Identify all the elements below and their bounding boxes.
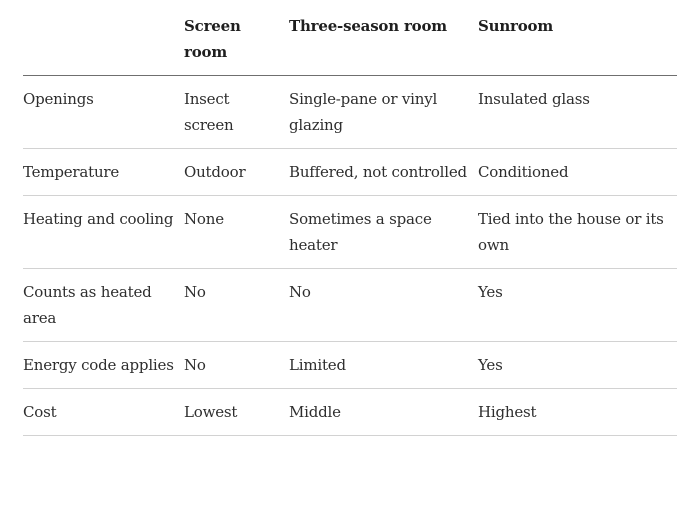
table-row (23, 389, 677, 436)
table-cell: Tied into the house or its own (478, 210, 664, 254)
table-cell: Sometimes a space heater (289, 210, 432, 254)
row-label: Energy code applies (23, 356, 174, 374)
table-cell: Yes (478, 283, 503, 301)
table-cell: No (289, 283, 311, 301)
table-cell: Limited (289, 356, 346, 374)
table-row (23, 149, 677, 196)
table-cell: Middle (289, 403, 341, 421)
row-label: Cost (23, 403, 57, 421)
table-cell: Buffered, not controlled (289, 163, 467, 181)
row-label: Openings (23, 90, 94, 108)
header-cell-sunroom: Sunroom (478, 17, 554, 35)
comparison-table-container (23, 12, 677, 436)
table-cell: Insect screen (184, 90, 234, 134)
table-cell: Insulated glass (478, 90, 590, 108)
table-row (23, 196, 677, 269)
header-cell-three-season-room: Three-season room (289, 17, 447, 35)
row-label: Heating and cooling (23, 210, 174, 228)
row-label: Counts as heated area (23, 283, 152, 327)
comparison-table (23, 12, 677, 436)
table-cell: Lowest (184, 403, 238, 421)
table-row (23, 76, 677, 149)
table-cell: No (184, 356, 206, 374)
table-row (23, 269, 677, 342)
table-cell: Outdoor (184, 163, 246, 181)
table-cell: Conditioned (478, 163, 569, 181)
header-cell-screen-room: Screen room (184, 17, 241, 61)
header-cell-empty (23, 12, 184, 76)
table-cell: Single-pane or vinyl glazing (289, 90, 438, 134)
table-row (23, 342, 677, 389)
table-cell: Yes (478, 356, 503, 374)
table-cell: No (184, 283, 206, 301)
table-header-row (23, 12, 677, 76)
row-label: Temperature (23, 163, 120, 181)
table-cell: Highest (478, 403, 537, 421)
table-cell: None (184, 210, 224, 228)
